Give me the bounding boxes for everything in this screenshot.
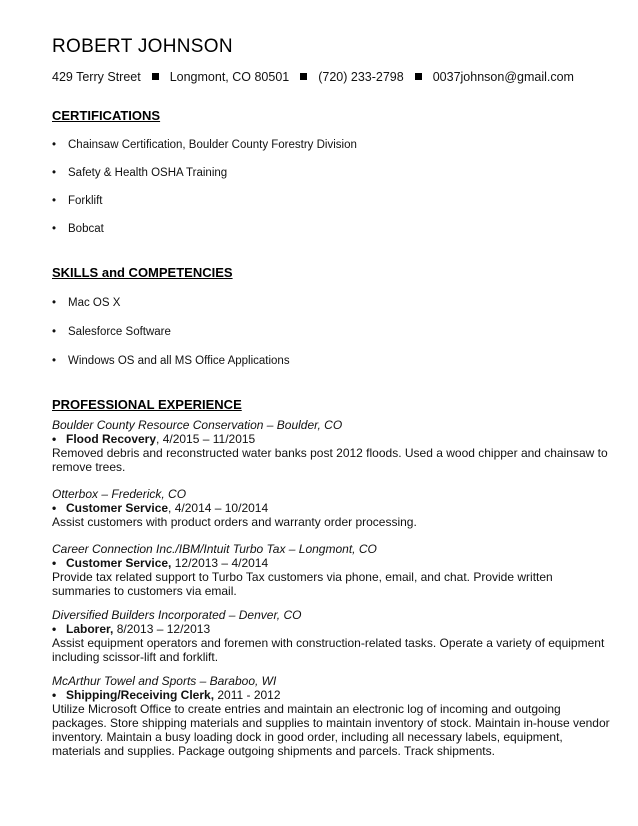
bullet-icon: • — [52, 167, 57, 179]
phone-number: (720) 233-2798 — [318, 70, 404, 84]
job-dates: 2011 - 2012 — [214, 688, 281, 702]
street-address: 429 Terry Street — [52, 70, 141, 84]
bullet-icon: • — [52, 139, 57, 151]
bullet-icon: • — [52, 297, 57, 309]
job-description: Assist equipment operators and foremen with construction-related tasks. Operate a variety of equipment including scissor-lift and forklift. — [52, 636, 605, 664]
job-dates: , 4/2014 – 10/2014 — [168, 501, 269, 515]
bullet-icon: • — [52, 622, 57, 636]
job-role: Laborer, — [66, 622, 114, 636]
bullet-icon: • — [52, 688, 57, 702]
job-description: Removed debris and reconstructed water banks post 2012 floods. Used a wood chipper and chainsaw to remove trees. — [52, 446, 608, 474]
job-entry — [52, 487, 612, 529]
job-company: Career Connection Inc./IBM/Intuit Turbo Tax – Longmont, CO — [52, 542, 377, 556]
job-entry — [52, 542, 612, 598]
bullet-icon: • — [52, 432, 57, 446]
city-state-zip: Longmont, CO 80501 — [169, 70, 290, 84]
certification-item: • Forklift — [52, 195, 103, 207]
bullet-icon: • — [52, 355, 57, 367]
certification-item: • Safety & Health OSHA Training — [52, 167, 228, 179]
skills-heading: SKILLS and COMPETENCIES — [52, 265, 233, 280]
job-role: Flood Recovery — [66, 432, 157, 446]
job-role-line — [52, 622, 612, 636]
job-role-line — [52, 432, 612, 446]
bullet-icon: • — [52, 195, 57, 207]
certification-item: • Chainsaw Certification, Boulder County Forestry Division — [52, 139, 357, 151]
candidate-name: ROBERT JOHNSON — [52, 36, 233, 57]
job-company: Otterbox – Frederick, CO — [52, 487, 187, 501]
bullet-icon: • — [52, 223, 57, 235]
job-company: Diversified Builders Incorporated – Denver, CO — [52, 608, 302, 622]
job-entry — [52, 418, 612, 474]
job-entry — [52, 674, 612, 758]
job-role: Customer Service — [66, 501, 169, 515]
contact-line — [52, 70, 612, 84]
square-bullet-icon — [300, 73, 307, 80]
job-role-line — [52, 501, 612, 515]
job-dates: 12/2013 – 4/2014 — [171, 556, 269, 570]
certification-item: • Bobcat — [52, 223, 104, 235]
job-description: Assist customers with product orders and warranty order processing. — [52, 515, 417, 529]
job-company: Boulder County Resource Conservation – Boulder, CO — [52, 418, 343, 432]
job-role: Shipping/Receiving Clerk, — [66, 688, 215, 702]
square-bullet-icon — [415, 73, 422, 80]
job-entry — [52, 608, 612, 664]
job-dates: , 4/2015 – 11/2015 — [156, 432, 256, 446]
certifications-heading: CERTIFICATIONS — [52, 108, 161, 123]
job-role: Customer Service, — [66, 556, 172, 570]
job-role-line — [52, 556, 612, 570]
bullet-icon: • — [52, 556, 57, 570]
skill-item: • Salesforce Software — [52, 326, 171, 338]
job-description: Utilize Microsoft Office to create entries and maintain an electronic log of incoming and outgoing packages. Store shipping materials and supplies to maintain inventory of stock. Maintain in-house vendor inventory. Maintain a busy loading dock in good order, including all necessary labels, equipment, materials and supplies. Package outgoing shipments and parcels. Track shipments. — [52, 702, 610, 758]
job-description: Provide tax related support to Turbo Tax customers via phone, email, and chat. Provide written summaries to customers via email. — [52, 570, 553, 598]
skill-item: • Windows OS and all MS Office Applications — [52, 355, 290, 367]
bullet-icon: • — [52, 501, 57, 515]
job-company: McArthur Towel and Sports – Baraboo, WI — [52, 674, 277, 688]
bullet-icon: • — [52, 326, 57, 338]
skill-item: • Mac OS X — [52, 297, 121, 309]
job-role-line — [52, 688, 612, 702]
job-dates: 8/2013 – 12/2013 — [113, 622, 211, 636]
email-address: 0037johnson@gmail.com — [432, 70, 574, 84]
experience-heading: PROFESSIONAL EXPERIENCE — [52, 397, 242, 412]
square-bullet-icon — [152, 73, 159, 80]
